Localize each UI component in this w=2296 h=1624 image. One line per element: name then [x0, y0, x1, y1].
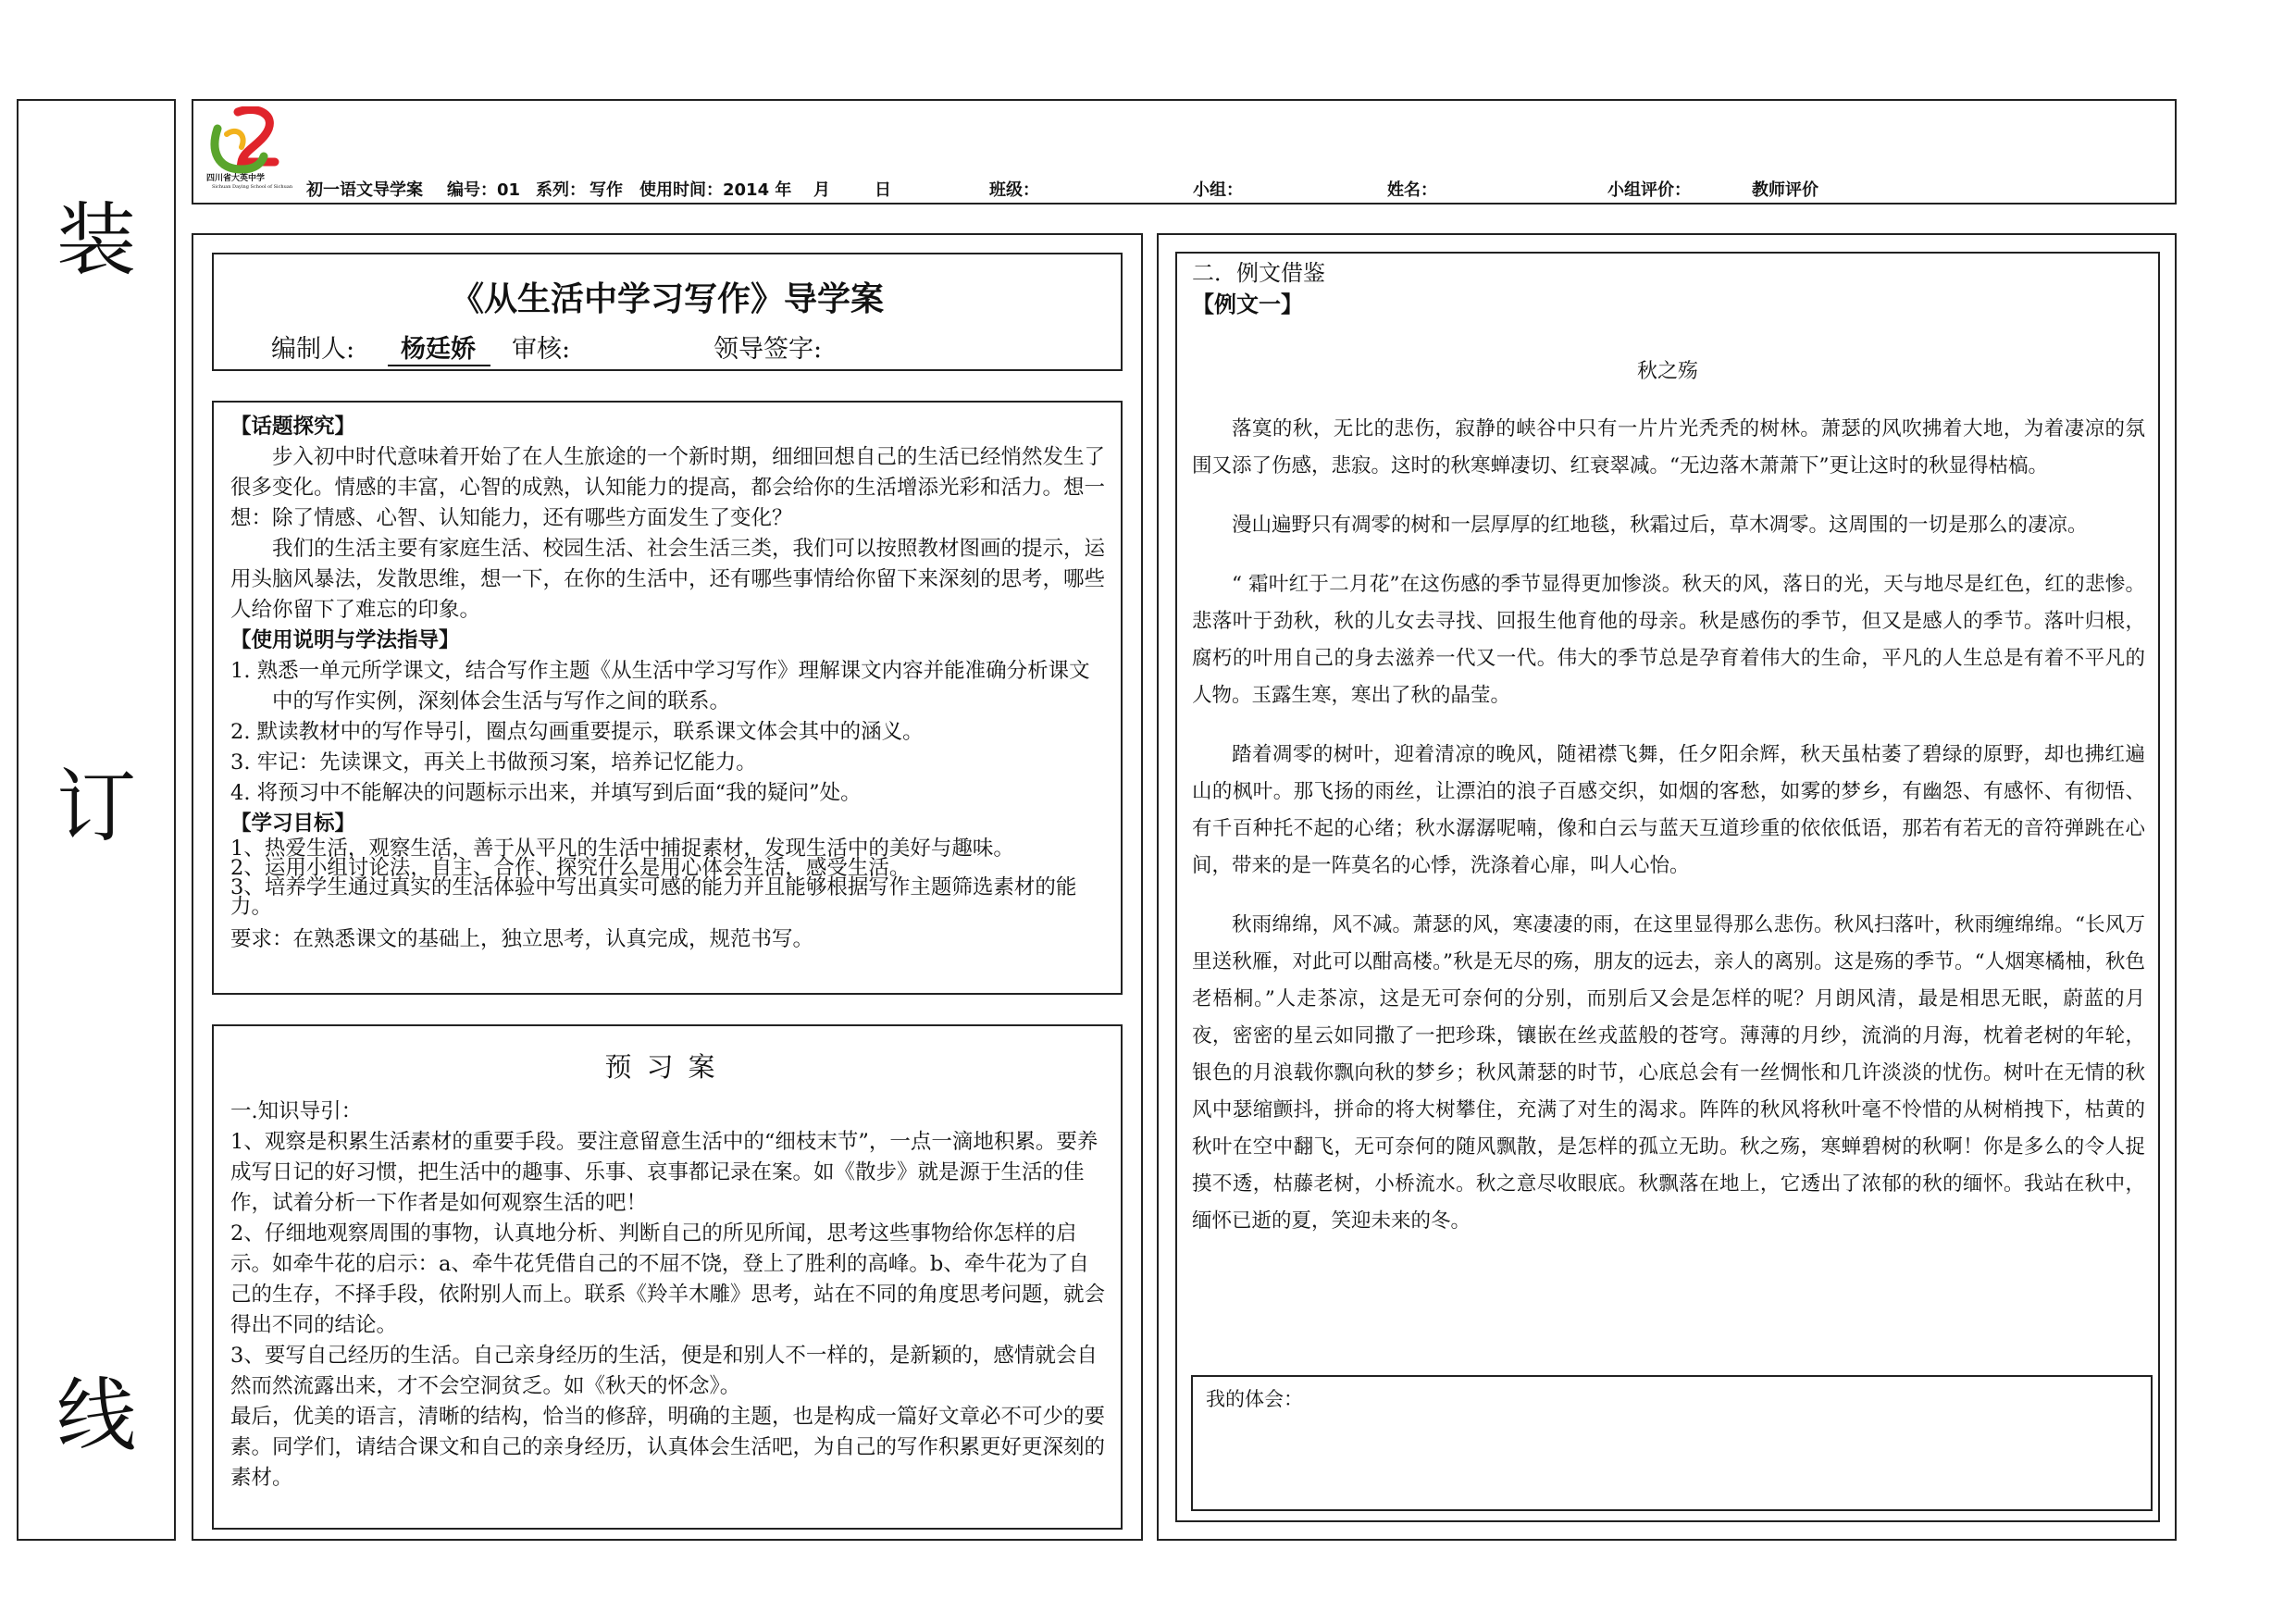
teacher-eval-label: 教师评价 [1752, 180, 1818, 200]
example-section-title: 二．例文借鉴 [1192, 260, 1325, 286]
essay-body [1192, 411, 2145, 1262]
course-label: 初一语文导学案 [306, 180, 423, 200]
essay-para-1: 落寞的秋，无比的悲伤，寂静的峡谷中只有一片片光秃秃的树林。萧瑟的风吹拂着大地，为着凄凉的氛围又添了伤感，悲寂。这时的秋寒蝉凄切、红衰翠减。“无边落木萧萧下”更让这时的秋显得枯槁。 [1192, 417, 2145, 477]
example-section [1192, 257, 1325, 320]
guide-item-2: 2. 默读教材中的写作导引，圈点勾画重要提示，联系课文体会其中的涵义。 [230, 720, 924, 744]
binding-char-1: 装 [56, 194, 136, 287]
header-bar [192, 99, 2177, 205]
page-title: 《从生活中学习写作》导学案 [450, 280, 884, 318]
series-value: 写作 [590, 180, 623, 200]
class-label: 班级： [989, 180, 1039, 200]
topic-para-2: 我们的生活主要有家庭生活、校园生活、社会生活三类，我们可以按照教材图画的提示，运用头脑风暴法，发散思维，想一下，在你的生活中，还有哪些事情给你留下来深刻的思考，哪些人给你留下了难忘的印象。 [230, 537, 1106, 622]
preview-item-2: 2、仔细地观察周围的事物，认真地分析、判断自己的所见所闻，思考这些事物给你怎样的启示。如牵牛花的启示：a、牵牛花凭借自己的不屈不饶，登上了胜利的高峰。b、牵牛花为了自己的生存，不择手段，依附别人而上。联系《羚羊木雕》思考，站在不同的角度思考问题，就会得出不同的结论。 [230, 1221, 1106, 1337]
preview-item-3: 3、要写自己经历的生活。自己亲身经历的生活，便是和别人不一样的，是新颖的，感情就会自然而然流露出来，才不会空洞贫乏。如《秋天的怀念》。 [230, 1344, 1098, 1398]
essay-para-5: 秋雨绵绵，风不减。萧瑟的风，寒凄凄的雨，在这里显得那么悲伤。秋风扫落叶，秋雨缠绵绵。“长风万里送秋雁，对此可以酣高楼。”秋是无尽的殇，朋友的远去，亲人的离别。这是殇的季节。“人烟寒橘柚，秋色老梧桐。”人走茶凉，这是无可奈何的分别，而别后又会是怎样的呢？月朗风清，最是相思无眠，蔚蓝的月夜，密密的星云如同撒了一把珍珠，镶嵌在丝戎蓝般的苍穹。薄薄的月纱，流淌的月海，枕着老树的年轮，银色的月浪载你飘向秋的梦乡；秋风萧瑟的时节，心底总会有一丝惆怅和几许淡淡的忧伤。树叶在无情的秋风中瑟缩颤抖，拼命的将大树攀住，充满了对生的渴求。阵阵的秋风将秋叶毫不怜惜的从树梢拽下，枯黄的秋叶在空中翻飞，无可奈何的随风飘散，是怎样的孤立无助。秋之殇，寒蝉碧树的秋啊！你是多么的令人捉摸不透，枯藤老树，小桥流水。秋之意尽收眼底。秋飘落在地上，它透出了浓郁的秋的缅怀。我站在秋中，缅怀已逝的夏，笑迎未来的冬。 [1192, 913, 2145, 1233]
example-label: 【例文一】 [1192, 291, 1303, 317]
preview-content [230, 1097, 1108, 1494]
guide-heading: 【使用说明与学法指导】 [230, 628, 460, 652]
editor-name: 杨廷娇 [388, 329, 490, 366]
essay-para-3: “ 霜叶红于二月花”在这伤感的季节显得更加惨淡。秋天的风，落日的光，天与地尽是红色，红的悲惨。悲落叶于劲秋，秋的儿女去寻找、回报生他育他的母亲。秋是感伤的季节，但又是感人的季节。落叶归根，腐朽的叶用自己的身去滋养一代又一代。伟大的季节总是孕育着伟大的生命，平凡的人生总是有着不平凡的人物。玉露生寒，寒出了秋的晶莹。 [1192, 573, 2145, 707]
reflection-label: 我的体会： [1206, 1388, 1303, 1410]
essay-title: 秋之殇 [1636, 360, 1698, 383]
reflection-box[interactable] [1191, 1375, 2153, 1511]
editor-label: 编制人: [271, 335, 355, 364]
preview-title: 预习案 [604, 1051, 730, 1083]
topic-content [230, 412, 1108, 955]
month-label: 月 [813, 180, 830, 200]
essay-para-4: 踏着凋零的树叶，迎着清凉的晚风，随裙襟飞舞，任夕阳余辉，秋天虽枯萎了碧绿的原野，却也拂红遍山的枫叶。那飞扬的雨丝，让漂泊的浪子百感交织，如烟的客愁，如雾的梦乡，有幽怨、有感怀、有彻悟、有千百种托不起的心绪；秋水潺潺呢喃，像和白云与蓝天互道珍重的依依低语，那若有若无的音符弹跳在心间，带来的是一阵莫名的心悸，洗涤着心扉，叫人心怡。 [1192, 743, 2145, 877]
goals-heading: 【学习目标】 [230, 812, 356, 836]
binding-char-3: 线 [56, 1370, 136, 1462]
school-name-en: Sichuan Daying School of Sichuan [212, 184, 293, 190]
topic-box [212, 401, 1123, 995]
guide-item-4: 4. 将预习中不能解决的问题标示出来，并填写到后面“我的疑问”处。 [230, 781, 862, 805]
review-label: 审核: [512, 335, 571, 364]
group-eval-label: 小组评价： [1607, 180, 1691, 200]
requirement-text: 要求：在熟悉课文的基础上，独立思考，认真完成，规范书写。 [230, 927, 814, 951]
school-name: 四川省大英中学 [206, 174, 266, 183]
example-box [1175, 252, 2160, 1522]
preview-box [212, 1024, 1123, 1530]
goal-item-3: 3、培养学生通过真实的生活体验中写出真实可感的能力并且能够根据写作主题筛选素材的能力。 [230, 875, 1077, 919]
essay-para-2: 漫山遍野只有凋零的树和一层厚厚的红地毯，秋霜过后，草木凋零。这周围的一切是那么的凄凉。 [1232, 514, 2088, 537]
day-label: 日 [875, 180, 891, 200]
preview-intro: 一.知识导引： [230, 1099, 363, 1123]
preview-item-1: 1、观察是积累生活素材的重要手段。要注意留意生活中的“细枝末节”，一点一滴地积累。要养成写日记的好习惯，把生活中的趣事、乐事、哀事都记录在案。如《散步》就是源于生活的佳作，试着分析一下作者是如何观察生活的吧！ [230, 1130, 1098, 1215]
guide-item-3: 3. 牢记：先读课文，再关上书做预习案，培养记忆能力。 [230, 750, 757, 775]
leader-sign-label: 领导签字: [714, 335, 823, 364]
topic-para-1: 步入初中时代意味着开始了在人生旅途的一个新时期，细细回想自己的生活已经悄然发生了很多变化。情感的丰富，心智的成熟，认知能力的提高，都会给你的生活增添光彩和活力。想一想：除了情感、心智、认知能力，还有哪些方面发生了变化？ [230, 445, 1106, 530]
preview-item-4: 最后，优美的语言，清晰的结构，恰当的修辞，明确的主题，也是构成一篇好文章必不可少的要素。同学们，请结合课文和自己的亲身经历，认真体会生活吧，为自己的写作积累更好更深刻的素材。 [230, 1405, 1106, 1490]
name-label: 姓名： [1387, 180, 1437, 200]
group-label: 小组： [1193, 180, 1243, 200]
date-label: 使用时间：2014 年 [639, 180, 792, 200]
guide-item-1: 1. 熟悉一单元所学课文，结合写作主题《从生活中学习写作》理解课文内容并能准确分析课文中的写作实例，深刻体会生活与写作之间的联系。 [230, 659, 1090, 713]
binding-char-2: 订 [56, 761, 136, 853]
goal-item-1: 1、热爱生活，观察生活，善于从平凡的生活中捕捉素材，发现生活中的美好与趣味。 [230, 837, 1014, 861]
goal-item-2: 2、运用小组讨论法，自主、合作、探究什么是用心体会生活，感受生活。 [230, 856, 911, 880]
series-label: 系列： [536, 180, 586, 200]
binding-strip [17, 99, 176, 1541]
title-box [212, 253, 1123, 371]
code-label: 编号：01 [447, 180, 521, 200]
topic-heading: 【话题探究】 [230, 415, 356, 439]
